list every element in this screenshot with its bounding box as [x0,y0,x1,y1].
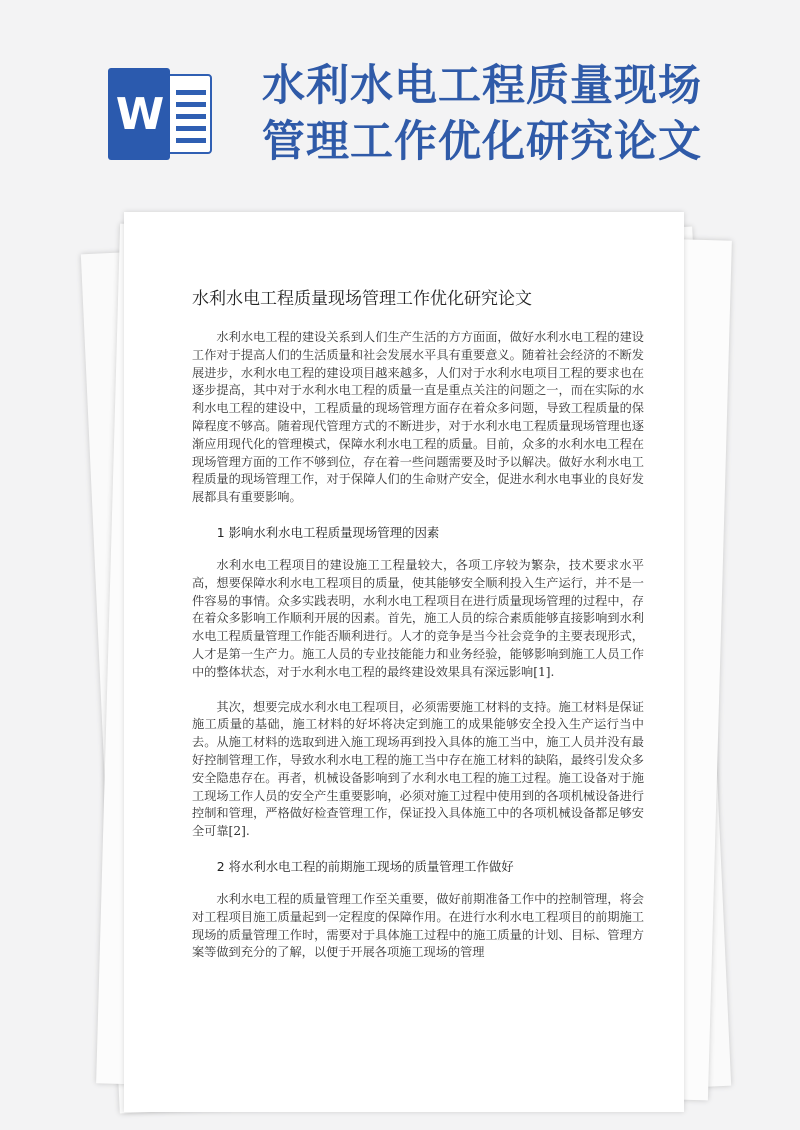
paragraph: 水利水电工程项目的建设施工工程量较大，各项工序较为繁杂，技术要求水平高，想要保障水利水电工程项目的质量，使其能够安全顺利投入生产运行，并不是一件容易的事情。众多实践表明，水利水电工程项目在进行质量现场管理的过程中，存在着众多影响工作顺利开展的因素。首先，施工人员的综合素质能够直接影响到水利水电工程质量管理工作能否顺利进行。人才的竞争是当今社会竞争的主要表现形式，人才是第一生产力。施工人员的专业技能能力和业务经验，能够影响到施工人员工作中的整体状态，对于水利水电工程的最终建设效果具有深远影响[1]. [192,557,644,679]
section-heading: 1 影响水利水电工程质量现场管理的因素 [216,524,440,540]
section-heading: 2 将水利水电工程的前期施工现场的质量管理工作做好 [216,858,514,874]
paragraph: 水利水电工程的质量管理工作至关重要，做好前期准备工作中的控制管理，将会对工程项目施工质量起到一定程度的保障作用。在进行水利水电工程项目的前期施工现场的质量管理工作时，需要对于具体施工过程中的施工质量的计划、目标、管理方案等做到充分的了解，以便于开展各项施工现场的管理 [192,891,644,960]
text-line-icon [176,138,206,143]
word-badge: W [108,68,170,160]
document-title: 水利水电工程质量现场管理工作优化研究论文 [192,289,532,309]
text-line-icon [176,126,206,131]
banner [0,0,800,200]
text-line-icon [176,114,206,119]
text-line-icon [176,102,206,107]
banner-title: 水利水电工程质量现场管理工作优化研究论文 [262,61,702,167]
document-page [124,212,684,1112]
document-body [192,329,644,979]
paragraph: 水利水电工程的建设关系到人们生产生活的方方面面，做好水利水电工程的建设工作对于提高人们的生活质量和社会发展水平具有重要意义。随着社会经济的不断发展进步，水利水电工程的建设项目越来越多，人们对于水利水电项目工程的要求也在逐步提高，其中对于水利水电工程的质量一直是重点关注的问题之一，而在实际的水利水电工程的建设中，工程质量的现场管理方面存在着众多问题，导致工程质量的保障程度不够高。随着现代管理方式的不断进步，对于水利水电工程质量现场管理也逐渐应用现代化的管理模式，保障水利水电工程的质量。目前，众多的水利水电工程在现场管理方面的工作不够到位，存在着一些问题需要及时予以解决。做好水利水电工程质量的现场管理工作，对于保障人们的生命财产安全，促进水利水电事业的良好发展都具有重要影响。 [192,330,644,505]
paragraph: 其次，想要完成水利水电工程项目，必须需要施工材料的支持。施工材料是保证施工质量的基础，施工材料的好坏将决定到施工的成果能够安全投入生产运行当中去。从施工材料的选取到进入施工现场再到投入具体的施工当中，施工人员并没有最好控制管理工作，导致水利水电工程的施工当中存在施工材料的缺陷，最终引发众多安全隐患存在。再者，机械设备影响到了水利水电工程的施工过程。施工设备对于施工现场工作人员的安全产生重要影响，必须对施工过程中使用到的各项机械设备进行控制和管理，严格做好检查管理工作，保证投入具体施工中的各项机械设备都足够安全可靠[2]. [192,699,644,839]
word-document-icon [108,62,216,164]
text-line-icon [176,90,206,95]
